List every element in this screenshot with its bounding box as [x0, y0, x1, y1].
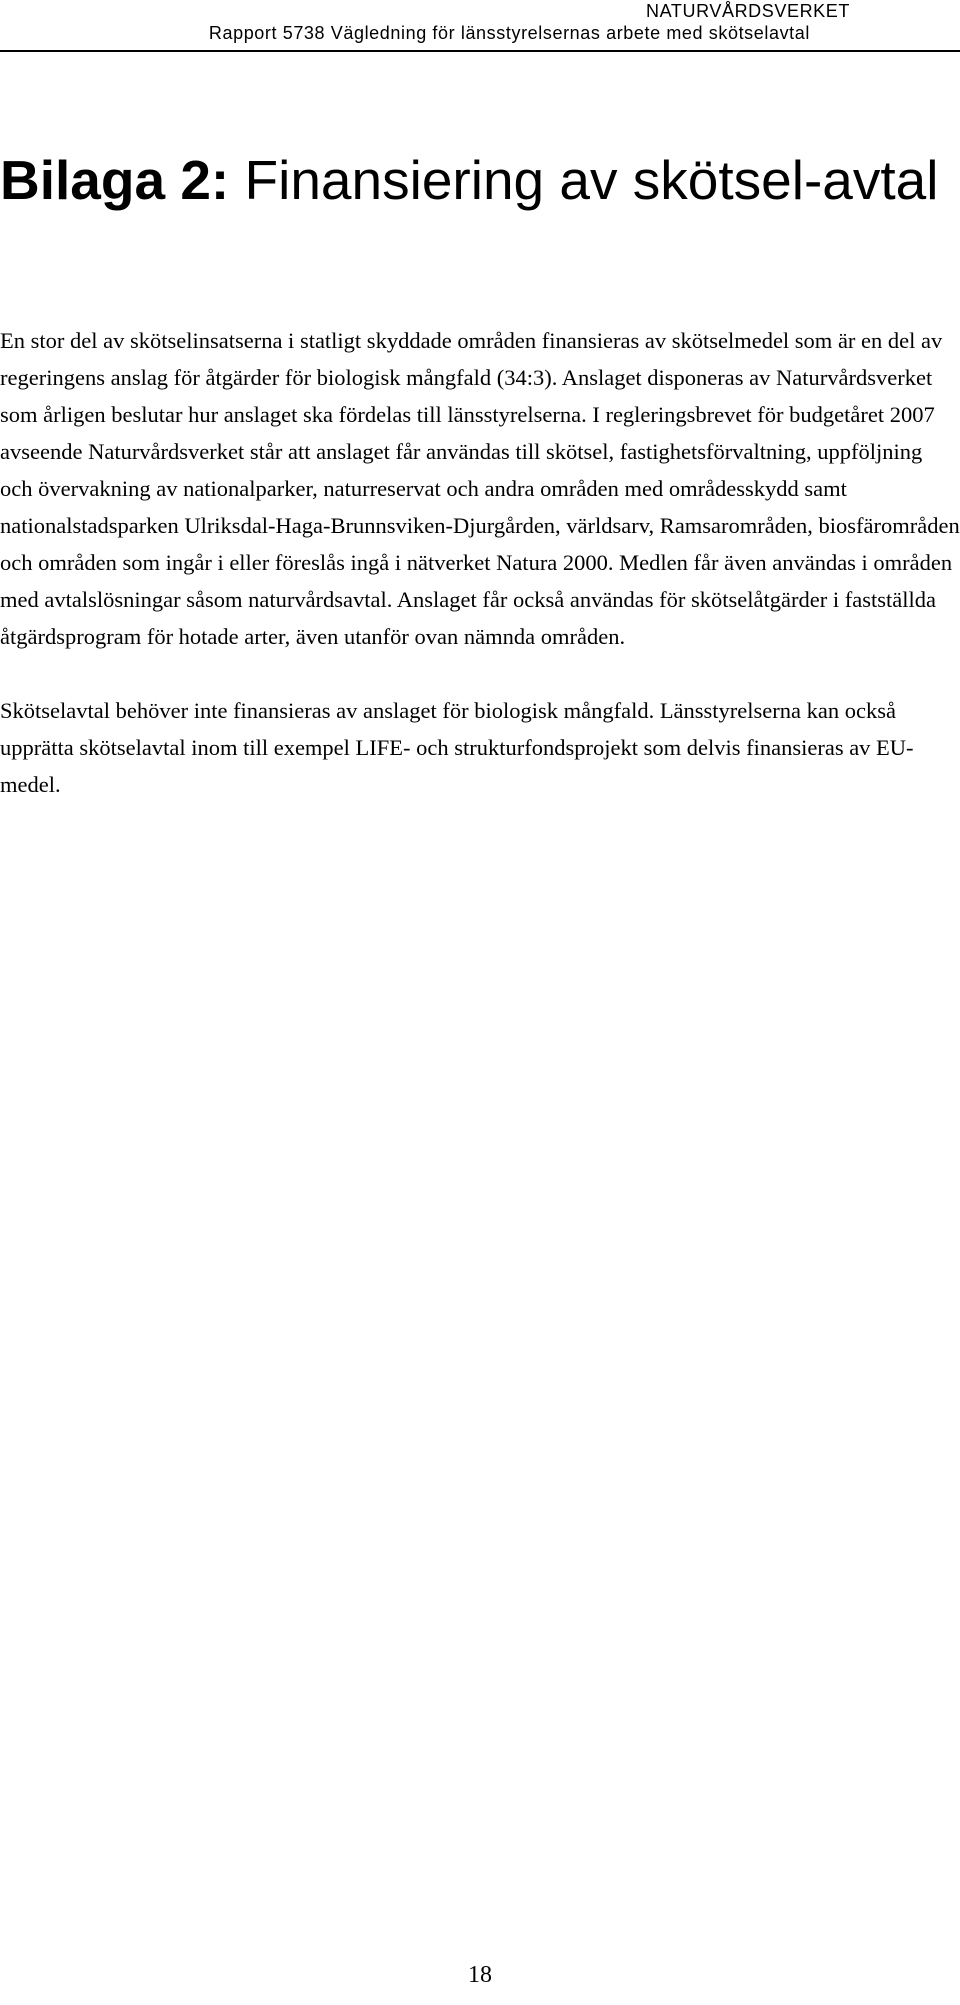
appendix-label: Bilaga 2: — [0, 149, 230, 211]
header-organization: NATURVÅRDSVERKET — [646, 1, 850, 21]
paragraph-financing: En stor del av skötselinsatserna i statligt skyddade områden finansieras av skötselmedel som är en del av regeringens anslag för åtgärder för biologisk mångfald (34:3). Anslaget disponeras av Naturvårdsverket som årligen beslutar hur anslaget ska fördelas till länsstyrelserna. I regleringsbrevet för budgetåret 2007 avseende Naturvårdsverket står att anslaget får användas till skötsel, fastighetsförvaltning, uppföljning och övervakning av nationalparker, naturreservat och andra områden med områdesskydd samt nationalstadsparken Ulriksdal-Haga-Brunnsviken-Djurgården, världsarv, Ramsarområden, biosfärområden och områden som ingår i eller föreslås ingå i nätverket Natura 2000. Medlen får även användas i områden med avtalslösningar såsom naturvårdsavtal. Anslaget får också användas för skötselåtgärder i fastställda åtgärdsprogram för hotade arter, även utanför ovan nämnda områden. — [0, 328, 960, 649]
header-report-line: Rapport 5738 Vägledning för länsstyrelsernas arbete med skötselavtal — [208, 23, 810, 43]
page-title — [0, 148, 955, 212]
page-number: 18 — [468, 1962, 492, 1988]
paragraph-alternatives: Skötselavtal behöver inte finansieras av anslaget för biologisk mångfald. Länsstyrelserna kan också upprätta skötselavtal inom till exempel LIFE- och strukturfondsprojekt som delvis finansieras av EU-medel. — [0, 698, 914, 797]
body-text — [0, 322, 960, 803]
running-header — [0, 0, 960, 44]
header-divider — [0, 50, 960, 52]
appendix-title: Finansiering av skötsel-avtal — [244, 149, 939, 211]
